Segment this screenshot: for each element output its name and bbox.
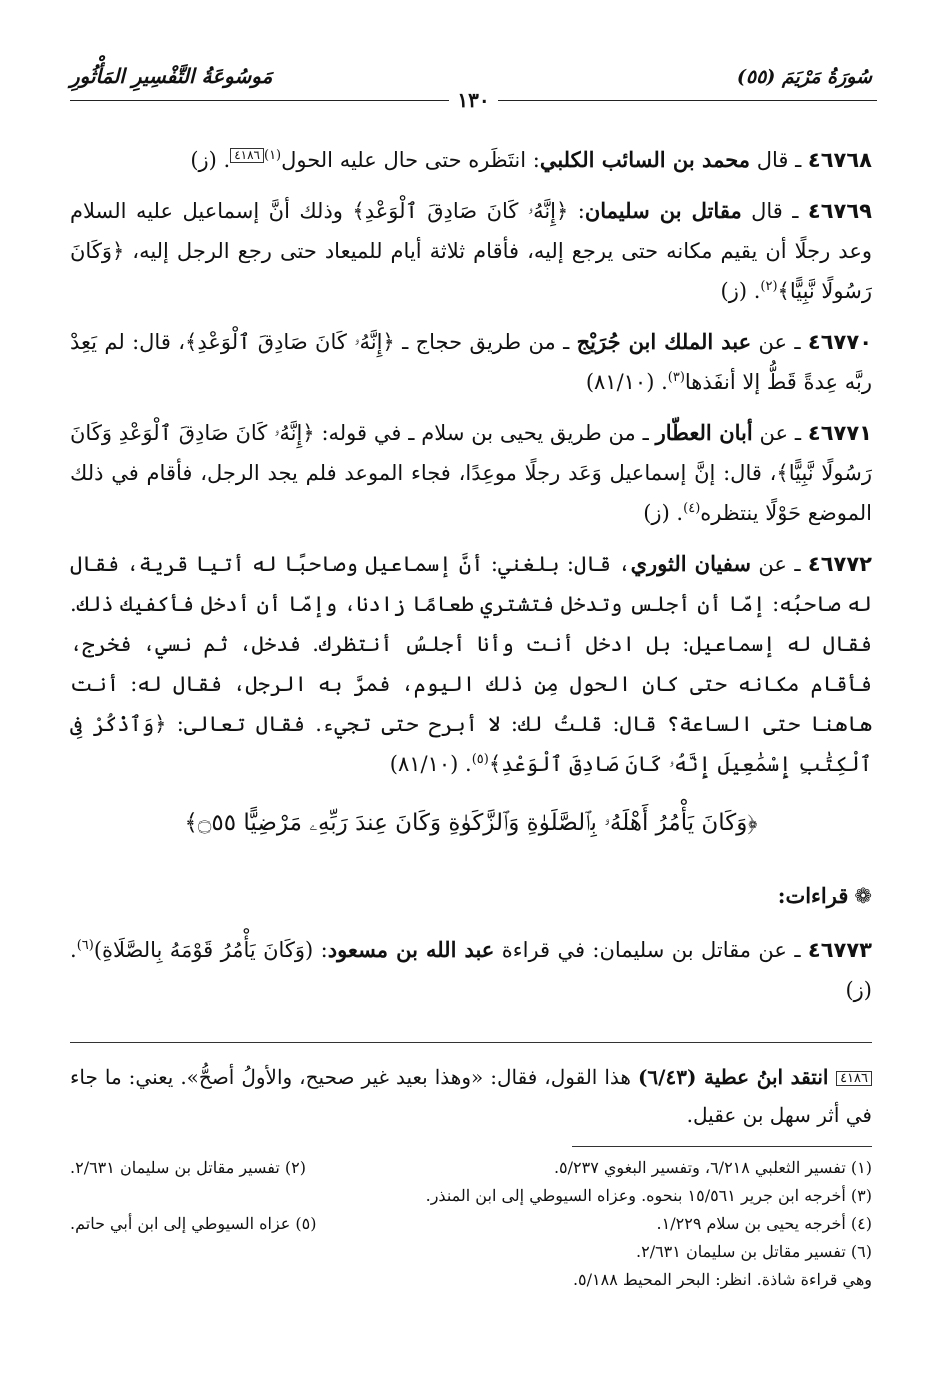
footnote-ref: (٤) — [683, 501, 701, 516]
qiraat-title: قراءات: — [777, 883, 849, 908]
entry-source: . (ز) — [643, 501, 684, 525]
entry-number: ٤٦٧٦٨ — [807, 148, 872, 172]
entry-text: ـ من طريق يحيى بن سلام ـ في قوله: ﴿إِنَّهُۥ كَانَ صَادِقَ ٱلْوَعْدِ وَكَانَ رَسُولًا نَّبِيًّا﴾، قال: إنَّ إسماعيل وَعَد رجلًا موعِدًا، فجاء الموعد فلم يجد الرجل، فأقام في ذلك الموضع حَوْلًا ينتظره — [70, 421, 872, 525]
footnotes — [70, 1154, 872, 1294]
entry-intro: ـ عن — [751, 552, 808, 576]
entry-text: ، قال: بلغني: أنَّ إسماعيل وصاحبًا له أتيا قرية، فقال له صاحبُه: إمّا أن أجلس وتدخل فتشتري طعامًا زادنا، وإمّا أن أدخل فأكفيك ذلك. فقال له إسماعيل: بل ادخل أنت وأنا أجلسُ أنتظرك. فدخل، ثم نسي، فخرج، فأقام مكانه حتى كان الحول مِن ذلك اليوم، فمرَّ به الرجل، فقال له: أنت هاهنا حتى الساعة؟ قال: قلتُ لك: لا أبرح حتى تجيء. فقال تعالى: ﴿وَٱذْكُرْ فِى ٱلْكِتَٰبِ إِسْمَٰعِيلَ إِنَّهُۥ كَانَ صَادِقَ ٱلْوَعْدِ﴾ — [70, 552, 872, 776]
athar-entry — [70, 140, 872, 180]
page-number-wrap — [0, 88, 947, 112]
footnote-separator — [572, 1146, 872, 1147]
quran-verse: ﴿وَكَانَ يَأْمُرُ أَهْلَهُۥ بِٱلصَّلَوٰةِ وَٱلزَّكَوٰةِ وَكَانَ عِندَ رَبِّهِۦ مَرْضِيًّا ۝٥٥﴾ — [184, 810, 758, 836]
footnote-ref: (٢) — [760, 279, 778, 294]
entry-source: . (٨١/١٠) — [389, 752, 472, 776]
footnote: وهي قراءة شاذة. انظر: البحر المحيط ٥/١٨٨. — [572, 1270, 872, 1289]
reader-name: عبد الله بن مسعود — [327, 937, 495, 962]
entry-text: : ﴿إِنَّهُۥ كَانَ صَادِقَ ٱلْوَعْدِ﴾ وذلك أنَّ إسماعيل عليه السلام وعد رجلًا أن يقيم مكانه حتى يرجع إليه، فأقام ثلاثة أيام للميعاد حتى رجع الرجل إليه، ﴿وَكَانَ رَسُولًا نَّبِيًّا﴾ — [70, 199, 872, 303]
qiraat-heading — [778, 883, 872, 908]
note-ref-box: ٤١٨٦ — [230, 148, 264, 163]
note-lead: انتقد ابنُ عطية (٦/٤٣) — [637, 1065, 837, 1089]
footnote: (٣) أخرجه ابن جرير ١٥/٥٦١ بنحوه. وعزاه السيوطي إلى ابن المنذر. — [425, 1186, 872, 1205]
main-text — [70, 140, 872, 795]
footnote-ref: (٣) — [667, 370, 685, 385]
entry-intro: ـ عن — [752, 421, 808, 445]
page-number: ١٣٠ — [449, 88, 497, 112]
footnote-row — [70, 1154, 872, 1182]
narrator-name: عبد الملك ابن جُرَيْج — [576, 329, 752, 354]
narrator-name: مقاتل بن سليمان — [584, 198, 742, 223]
entry-source: . (ز) — [190, 148, 231, 172]
entry-number: ٤٦٧٦٩ — [807, 199, 872, 223]
surah-header: سُورَةُ مَرْيَمَ (٥٥) — [736, 66, 872, 88]
footnote-ref: (٥) — [471, 752, 489, 767]
footnote-row — [70, 1182, 872, 1210]
footnote-row — [70, 1238, 872, 1266]
entry-number: ٤٦٧٧١ — [807, 421, 872, 445]
note-box: ٤١٨٦ — [836, 1071, 872, 1086]
athar-entry — [70, 544, 872, 784]
entry-source: . (ز) — [70, 938, 872, 1002]
entry-source: . (٨١/١٠) — [585, 370, 668, 394]
entry-number: ٤٦٧٧٣ — [807, 938, 872, 962]
entry-source: . (ز) — [720, 279, 761, 303]
entry-text: ـ من طريق حجاج ـ ﴿إِنَّهُۥ كَانَ صَادِقَ ٱلْوَعْدِ﴾، قال: لم يَعِدْ ربَّه عِدةً قَطُّ إلا أنفَذها — [70, 330, 872, 394]
footnote-row — [70, 1266, 872, 1294]
entry-text: : (وَكَانَ يَأْمُرُ قَوْمَهُ بِالصَّلَاةِ) — [93, 938, 328, 962]
footnote-ref: (٦) — [76, 938, 94, 953]
critical-note — [70, 1058, 872, 1134]
footnote: (٦) تفسير مقاتل بن سليمان ٢/٦٣١. — [636, 1242, 872, 1261]
footnote: (٥) عزاه السيوطي إلى ابن أبي حاتم. — [70, 1214, 317, 1233]
note-separator — [70, 1042, 872, 1043]
entry-number: ٤٦٧٧٢ — [807, 552, 872, 576]
footnote-row — [70, 1210, 872, 1238]
entry-intro: ـ عن مقاتل بن سليمان: في قراءة — [494, 938, 808, 962]
athar-entry — [70, 191, 872, 311]
entry-text: : انتَظَره حتى حال عليه الحول — [281, 148, 540, 172]
athar-entry — [70, 322, 872, 402]
entry-intro: ـ قال — [741, 199, 808, 223]
footnote: (٤) أخرجه يحيى بن سلام ١/٢٢٩. — [656, 1214, 872, 1233]
book-title-header: مَوسُوعَةُ التَّفْسِيرِ المَأْثُورِ — [70, 64, 273, 88]
athar-entry — [70, 413, 872, 533]
narrator-name: أبان العطّار — [655, 420, 753, 445]
qiraat-entry — [70, 930, 872, 1010]
entry-intro: ـ قال — [750, 148, 808, 172]
narrator-name: محمد بن السائب الكلبي — [539, 147, 751, 172]
footnote: (٢) تفسير مقاتل بن سليمان ٢/٦٣١. — [70, 1158, 306, 1177]
flower-ornament-icon: ❁ — [854, 884, 872, 908]
entry-number: ٤٦٧٧٠ — [807, 330, 873, 354]
narrator-name: سفيان الثوري — [630, 551, 752, 576]
footnote: (١) تفسير الثعلبي ٦/٢١٨، وتفسير البغوي ٥/٢٣٧. — [553, 1158, 872, 1177]
note-text: هذا القول، فقال: «وهذا بعيد غير صحيح، والأولُ أصحُّ». يعني: ما جاء في أثر سهل بن عقيل. — [70, 1065, 872, 1127]
entry-intro: ـ عن — [751, 330, 808, 354]
footnote-ref: (١) — [263, 148, 282, 163]
